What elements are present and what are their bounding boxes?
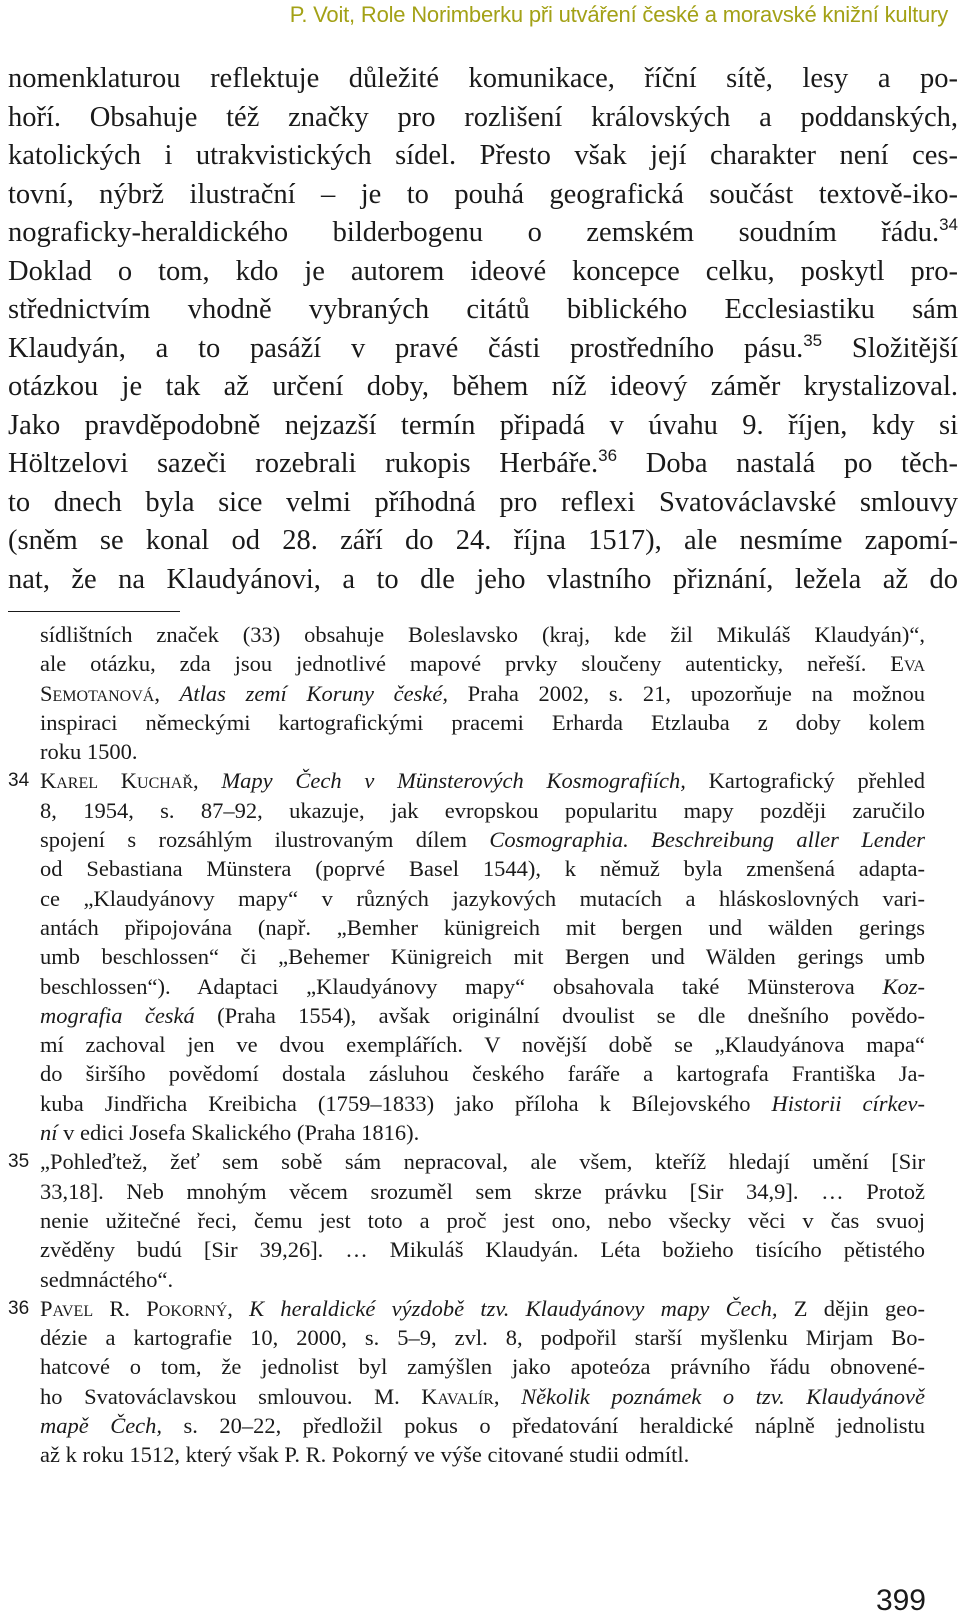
footnotes xyxy=(0,620,960,1470)
footnote-line: sídlištních značek (33) obsahuje Boleslavsko (kraj, kde žil Mikuláš Klaudyán)“, xyxy=(40,622,925,647)
body-line: tovní, nýbrž ilustrační – je to pouhá geografická součást textově-iko- xyxy=(8,178,958,210)
body-line: nat, že na Klaudyánovi, a to dle jeho vlastního přiznání, ležela až do xyxy=(8,563,958,595)
footnote-continuation xyxy=(0,620,925,766)
footnote-line xyxy=(40,679,925,708)
body-line xyxy=(8,445,958,484)
footnote-line: od Sebastiana Münstera (poprvé Basel 1544), k němuž byla zmenšená adapta- xyxy=(40,856,925,882)
body-line: katolických i utrakvistických sídel. Přesto však její charakter není ces- xyxy=(8,140,958,171)
footnote-text: Z dějin geo- xyxy=(793,1295,926,1321)
footnote-text: v edici Josefa Skalického (Praha 1816). xyxy=(63,1120,420,1146)
footnote-line xyxy=(40,972,925,1001)
footnote-separator xyxy=(8,611,180,612)
body-text xyxy=(8,60,958,599)
author-name: Kavalír, xyxy=(421,1383,500,1409)
body-line: Jako pravděpodobně nejzazší termín připadá v úvahu 9. říjen, kdy si xyxy=(8,409,958,441)
work-title: ní xyxy=(40,1120,58,1146)
footnote-line xyxy=(40,1294,925,1323)
footnote-line xyxy=(40,1411,925,1440)
body-line xyxy=(8,330,958,369)
footnote-line: nenie užitečné řeci, čemu jest toto a proč jest ono, nebo všecky věci v čas svuoj xyxy=(40,1207,925,1233)
footnote-line xyxy=(40,1001,925,1030)
body-line-text: Klaudyán, a to pasáží v pravé části prostředního pásu. xyxy=(8,332,804,364)
footnote-line: dézie a kartografie 10, 2000, s. 5–9, zvl. 8, podpořil starší myšlenku Mirjam Bo- xyxy=(40,1325,925,1351)
footnote-text: Praha 2002, s. 21, upozorňuje na možnou xyxy=(467,680,925,706)
footnote-line: ce „Klaudyánovy mapy“ v různých jazykových mutacích a hláskoslovných vari- xyxy=(40,885,925,911)
author-name: Karel Kuchař, xyxy=(40,768,199,794)
footnote-text: kuba Jindřicha Kreibicha (1759–1833) jako příloha k Bílejovského xyxy=(40,1090,751,1116)
footnote-text: (Praha 1554), avšak originální dvoulist se dle dnešního povědo- xyxy=(217,1002,925,1028)
body-line: otázkou je tak až určení doby, během níž ideový záměr krystalizoval. xyxy=(8,371,958,402)
body-line-text: nograficky-heraldického bilderbogenu o zemském soudním řádu. xyxy=(8,217,940,248)
body-line-text: Höltzelovi sazeči rozebrali rukopis Herbáře. xyxy=(8,448,599,479)
body-line: nomenklaturou reflektuje důležité komunikace, říční sítě, lesy a po- xyxy=(8,63,958,94)
footnote-line xyxy=(40,1089,925,1118)
footnote-36 xyxy=(0,1294,925,1470)
footnote-line xyxy=(40,1382,925,1411)
body-line: Doklad o tom, kdo je autorem ideové koncepce celku, poskytl pro- xyxy=(8,255,958,287)
body-line: hoří. Obsahuje též značky pro rozlišení královských a poddanských, xyxy=(8,101,958,133)
work-title: Několik poznámek o tzv. Klaudyánově xyxy=(521,1383,925,1409)
footnote-line: až k roku 1512, který však P. R. Pokorný ve výše citované studii odmítl. xyxy=(40,1442,690,1468)
body-line: to dnech byla sice velmi příhodná pro reflexi Svatováclavské smlouvy xyxy=(8,486,958,518)
footnote-line: hatcové o tom, že jednolist byl zamýšlen jako apoteóza právního řádu obnovené- xyxy=(40,1354,925,1380)
footnote-line: 8, 1954, s. 87–92, ukazuje, jak evropskou popularitu mapy později zaručilo xyxy=(40,797,925,823)
footnote-number: 34 xyxy=(8,770,30,792)
body-line-text: Složitější xyxy=(851,332,958,364)
footnote-number: 35 xyxy=(8,1151,30,1173)
footnote-line: 33,18]. Neb mnohým věcem srozuměl sem skrze právku [Sir 34,9]. … Protož xyxy=(40,1178,925,1204)
footnote-ref-35[interactable]: 35 xyxy=(803,330,823,350)
footnote-line xyxy=(40,1118,925,1147)
work-title: Atlas zemí Koruny české, xyxy=(179,680,448,706)
work-title: Historii církev- xyxy=(771,1090,925,1116)
author-name: Semotanová, xyxy=(40,680,160,706)
body-line: střednictvím vhodně vybraných citátů biblického Ecclesiastiku sám xyxy=(8,294,958,325)
footnote-text: s. 20–22, předložil pokus o předatování heraldické náplně jednolistu xyxy=(183,1413,926,1439)
body-line xyxy=(8,214,958,253)
work-title: Koz- xyxy=(882,973,925,999)
footnote-text: Kartografický přehled xyxy=(708,768,926,794)
footnote-line: mí zachoval jen ve dvou exemplářích. V novější době se „Klaudyánova mapa“ xyxy=(40,1032,925,1058)
footnote-line: zvěděny budú [Sir 39,26]. … Mikuláš Klaudyán. Léta božieho tisícího pětistého xyxy=(40,1237,925,1263)
footnote-line xyxy=(40,825,925,854)
running-header: P. Voit, Role Norimberku při utváření české a moravské knižní kultury xyxy=(289,2,948,27)
author-name: Pavel R. Pokorný, xyxy=(40,1295,233,1321)
footnote-34 xyxy=(0,766,925,1147)
footnote-line: „Pohleďtež, žeť sem sobě sám nepracoval, ale všem, kteříž hledají umění [Sir xyxy=(40,1149,925,1175)
work-title: Mapy Čech v Münsterových Kosmografiích, xyxy=(221,768,686,794)
footnote-text: beschlossen“). Adaptaci „Klaudyánovy mapy“ obsahovala také Münsterova xyxy=(40,973,855,999)
body-line-text: Doba nastalá po těch- xyxy=(645,448,958,479)
body-line: (sněm se konal od 28. září do 24. října 1517), ale nesmíme zapomí- xyxy=(8,525,958,556)
footnote-line: sedmnáctého“. xyxy=(40,1266,174,1292)
page-number: 399 xyxy=(875,1584,926,1617)
work-title: mapě Čech, xyxy=(40,1413,163,1439)
footnote-text: ho Svatováclavskou smlouvou. M. xyxy=(40,1383,400,1409)
footnote-line: antách připojována (např. „Bemher künigreich mit bergen und wälden gerings xyxy=(40,914,925,940)
footnote-line: inspiraci německými kartografickými pracemi Erharda Etzlauba z doby kolem xyxy=(40,709,925,735)
footnote-text: ale otázku, zda jsou jednotlivé mapové prvky sloučeny autenticky, neřeší. xyxy=(40,651,867,677)
footnote-ref-34[interactable]: 34 xyxy=(939,215,958,234)
work-title: K heraldické výzdobě tzv. Klaudyánovy mapy Čech, xyxy=(249,1295,778,1321)
work-title: mografia česká xyxy=(40,1002,195,1028)
footnote-35 xyxy=(0,1147,925,1293)
footnote-ref-36[interactable]: 36 xyxy=(598,446,618,465)
footnote-text: spojení s rozsáhlým ilustrovaným dílem xyxy=(40,827,467,853)
footnote-line: do širšího povědomí dostala zásluhou českého faráře a kartografa Františka Ja- xyxy=(40,1061,925,1087)
author-name: Eva xyxy=(890,651,925,677)
footnote-line: roku 1500. xyxy=(40,739,138,765)
footnote-line xyxy=(40,766,925,795)
work-title: Cosmographia. Beschreibung aller Lender xyxy=(489,827,926,853)
footnote-line: umb beschlossen“ či „Behemer Künigreich mit Bergen und Wälden gerings umb xyxy=(40,944,925,970)
footnote-number: 36 xyxy=(8,1297,30,1319)
footnote-line xyxy=(40,649,925,678)
